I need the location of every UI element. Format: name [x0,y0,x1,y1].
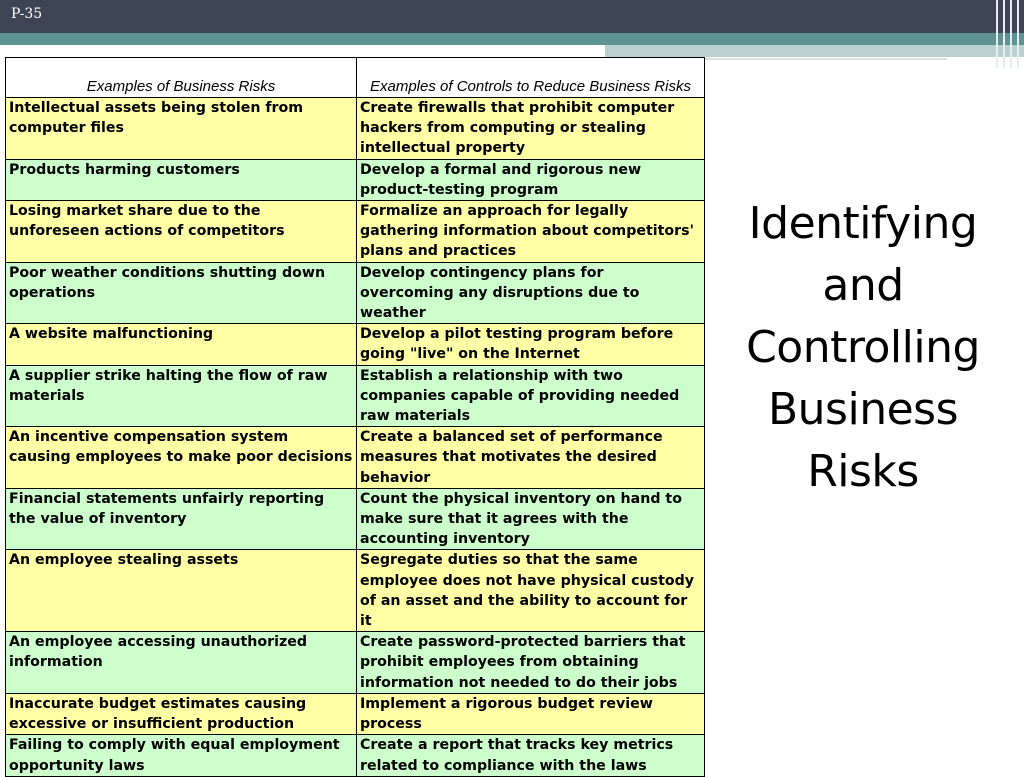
table-row [6,632,705,694]
control-cell: Create firewalls that prohibit computer hackers from computing or stealing intellectual property [357,98,705,160]
table-body [6,98,705,777]
edge-line [1010,0,1012,68]
title-line: and [822,260,904,311]
table-header-row [6,58,705,98]
control-cell: Count the physical inventory on hand to make sure that it agrees with the accounting inventory [357,488,705,550]
thin-stripe [700,58,947,60]
control-cell: Create password-protected barriers that prohibit employees from obtaining information not needed to do their jobs [357,632,705,694]
page-number: P-35 [11,6,43,22]
risk-cell: An employee accessing unauthorized information [6,632,357,694]
risk-cell: Failing to comply with equal employment opportunity laws [6,735,357,776]
control-cell: Create a balanced set of performance measures that motivates the desired behavior [357,427,705,489]
light-stripe [605,45,1024,57]
edge-line [996,0,998,68]
table-row [6,262,705,324]
risk-cell: A website malfunctioning [6,324,357,365]
control-cell: Formalize an approach for legally gathering information about competitors' plans and practices [357,201,705,263]
risk-cell: A supplier strike halting the flow of raw materials [6,365,357,427]
table-row [6,159,705,200]
control-cell: Develop a formal and rigorous new product-testing program [357,159,705,200]
title-line: Business [767,384,959,435]
risk-cell: Inaccurate budget estimates causing excessive or insufficient production [6,693,357,734]
table-row [6,324,705,365]
control-cell: Establish a relationship with two companies capable of providing needed raw materials [357,365,705,427]
teal-stripe [0,33,1024,45]
title-line: Risks [807,446,919,497]
table-row [6,98,705,160]
edge-line [1017,0,1019,68]
table-row [6,735,705,776]
header-risks: Examples of Business Risks [6,58,357,98]
risk-cell: Financial statements unfairly reporting the value of inventory [6,488,357,550]
slide-title [710,193,1016,503]
table-row [6,550,705,632]
table-row [6,488,705,550]
table-row [6,693,705,734]
control-cell: Develop contingency plans for overcoming any disruptions due to weather [357,262,705,324]
title-line: Identifying [748,198,978,249]
risk-controls-table [5,57,705,777]
risk-cell: An employee stealing assets [6,550,357,632]
title-line: Controlling [746,322,980,373]
edge-line [1003,0,1005,68]
table-row [6,365,705,427]
table-row [6,201,705,263]
control-cell: Create a report that tracks key metrics related to compliance with the laws [357,735,705,776]
control-cell: Develop a pilot testing program before going "live" on the Internet [357,324,705,365]
control-cell: Segregate duties so that the same employee does not have physical custody of an asset and the ability to account for it [357,550,705,632]
risk-cell: Losing market share due to the unforeseen actions of competitors [6,201,357,263]
risk-cell: Products harming customers [6,159,357,200]
risk-cell: Intellectual assets being stolen from computer files [6,98,357,160]
control-cell: Implement a rigorous budget review process [357,693,705,734]
table-row [6,427,705,489]
risk-cell: An incentive compensation system causing employees to make poor decisions [6,427,357,489]
top-bar [0,0,1024,33]
risk-cell: Poor weather conditions shutting down operations [6,262,357,324]
header-controls: Examples of Controls to Reduce Business Risks [357,58,705,98]
